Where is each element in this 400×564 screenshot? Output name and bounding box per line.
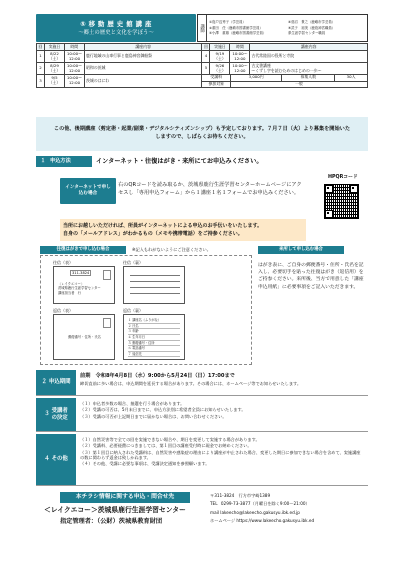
schedule-cell: 10:00〜 12:00	[64, 75, 84, 88]
postcard-tag: 往復はがきで申し込む場合	[40, 246, 126, 254]
contact-tel-row	[210, 500, 370, 508]
section4-line-2: （２）受講料、必要経費につきましては、第１回目の講座受付時に現金でお納めください。	[80, 443, 252, 449]
card-center-name: 〈レイクエコー〉 茨城県鹿行生涯学習センター 講座担当者 行	[58, 282, 101, 295]
stamp-box	[103, 270, 111, 280]
contact-postal: 〒311-3824 行方市宇崎1389	[210, 493, 271, 498]
qr-label: HPQRコード	[328, 175, 358, 180]
schedule-header-cell: 時間	[230, 44, 250, 51]
warning-box	[60, 219, 306, 241]
schedule-header-cell: 実施日	[44, 44, 64, 51]
capacity-value: 30人	[335, 75, 367, 81]
target-label: 参加対象	[202, 81, 230, 87]
tel-label: TEL	[210, 501, 218, 507]
contact-url[interactable]: ホームページ https://www.lakeecho.gakusyu.ibk.ed	[210, 518, 315, 524]
card-back-label: 往信（裏）	[123, 260, 143, 265]
schedule-cell: 8/22 （土）	[44, 51, 64, 63]
section4-line-3: （３）第１回目に納入された受講料は、自然災害や感染症の理由により講座が中止された場合、変更した期日に参加できない場合を含めて、実施講座の数に関わらず返金は致しかねます。	[80, 449, 361, 460]
card-field-item: ２ 氏名	[128, 324, 180, 330]
schedule-cell: 10:00〜 12:00	[64, 63, 84, 75]
postcard-reply-back	[123, 314, 185, 360]
schedule-header-cell: 回	[37, 44, 45, 51]
internet-instructions: 右のQRコードを読み取るか、茨城県鹿行生涯学習センターホームページにアクセスし「専用申込フォーム」から１講座１名１フォームでお申込みください。	[118, 182, 302, 196]
card-field-item: ７ 返信先	[128, 352, 180, 358]
hp-qr-code[interactable]	[324, 184, 359, 219]
schedule-header-cell: 講座内容	[84, 44, 202, 51]
manager-name: 指定管理者：（公財）茨城県教育財団	[60, 518, 163, 525]
warning-line-2: 自身の「メールアドレス」がわかるもの（メモや携帯電話）をご持参ください。	[63, 230, 243, 237]
reply-stamp-box	[103, 318, 111, 328]
table-row	[37, 75, 368, 88]
card-field-list	[124, 315, 184, 360]
section3-line-3: （３）受講の可否が上記期日までに届かない場合は、お問い合わせください。	[80, 413, 227, 419]
capacity-label: 募集人数	[282, 75, 335, 81]
visit-instructions: はがき表に、ご自身の郵便番号・住所・氏名を記入し、必要切手を貼った往復はがき（返信用）をご持参ください。来所後、当方で用意した「講座申込用紙」に必要事項をご記入いただきます。	[258, 263, 364, 290]
section2-period: 前期 令和8年4月8日（水）9:00から5月24日（日）17:00まで	[80, 373, 235, 379]
section2-note: 締切直前に多い場合は、申込期間を延長する場合があります。その場合には、ホームページ等でお知らせいたします。	[80, 380, 302, 386]
contact-details	[210, 492, 370, 526]
schedule-cell: 古代常陸国の役所と寺院	[250, 51, 368, 63]
schedule-cell: 昭和の茨城	[84, 63, 202, 75]
section1-bar	[36, 156, 368, 167]
postcard-diagram	[40, 255, 252, 365]
section4	[36, 434, 368, 486]
card-field-item: ３ 年齢	[128, 329, 180, 335]
card-reply-front-label: 返信（表）	[53, 308, 73, 313]
course-subtitle: 〜郷土の歴史と文化を学ぼう〜	[78, 29, 154, 36]
lecturer-label: 講師	[198, 15, 207, 41]
card-field-item: ５ 郵便番号・住所	[128, 341, 180, 347]
target-value: 一般	[295, 80, 303, 86]
lecturer-entry: 県生涯学習センター職員	[288, 31, 326, 36]
schedule-header-cell: 講座内容	[250, 44, 368, 51]
section2-head: ２ 申込期間	[36, 370, 76, 395]
schedule-cell: 8/29 （土）	[44, 63, 64, 75]
fee-label: 受講料	[202, 75, 230, 81]
schedule-cell: 9/5 （土）	[44, 75, 64, 88]
postcard-reply-front	[53, 314, 115, 360]
section4-line-4: （４）その他、受講に必要な事項は、受講決定通知を参照願います。	[80, 461, 210, 466]
schedule-cell: 茨城のはにわ	[84, 75, 202, 88]
postcard-front	[53, 266, 115, 304]
schedule-cell: 10:00〜 12:00	[230, 51, 250, 63]
course-number: ⑤	[80, 19, 86, 28]
contact-heading: 本チラシ情報に関する申込・問合せ先	[60, 492, 190, 503]
section2-body	[76, 370, 368, 395]
lecturer-box	[197, 14, 368, 42]
lecturer-entry: ①島戸辺秀子（学芸員）	[209, 20, 246, 25]
postcard-back	[123, 266, 185, 304]
lecturer-entry: ⑤武子 裕美（鹿島神宮職員）	[288, 25, 336, 30]
section1-number: １	[40, 158, 46, 165]
section3	[36, 398, 368, 432]
schedule-table	[36, 43, 368, 88]
lecturer-entry: ②重田 任（鹿嶋市図書館学芸員）	[209, 25, 263, 30]
lecturer-entry: ④菅沼 貴之（鹿嶋市学芸員）	[288, 20, 336, 25]
section3-head: ３ 受講者 の決定	[36, 398, 76, 431]
notice-banner	[36, 117, 368, 151]
postal-code-boxes	[70, 270, 91, 276]
schedule-cell: 9/19 （土）	[210, 51, 230, 63]
lecturer-entry: ③小澤 重雄（鹿嶋市図書館学芸員）	[209, 31, 267, 36]
fee-value: 3,000円	[230, 75, 281, 81]
card-field-item: ６ 電話番号	[128, 346, 180, 352]
schedule-cell: 2	[37, 63, 45, 75]
schedule-cell: 鹿行地域の山車行事と鹿島神宮御船祭	[84, 51, 202, 63]
card-postal: 311-3824	[72, 271, 90, 275]
contact-tel[interactable]: 0299-73-3877（月曜日を除く9:00〜21:00）	[220, 501, 310, 507]
schedule-cell: 古文書講座 〜くずし字を読むためのはじめの一歩〜	[250, 63, 368, 75]
course-title: 移 動 歴 史 館 講 座	[88, 19, 152, 28]
postcard-note: ※記入もれがないようにご注意ください。	[132, 247, 211, 252]
card-reply-back-label: 返信（裏）	[123, 308, 143, 313]
section1-heading: インターネット・往復はがき・来所にてお申込みください。	[92, 156, 368, 167]
card-front-label: 往信（表）	[53, 260, 73, 265]
lecturer-list	[207, 15, 367, 41]
schedule-header-cell: 時間	[64, 44, 84, 51]
section4-body	[76, 434, 368, 485]
schedule-cell: 10:00〜 12:00	[64, 51, 84, 63]
card-field-item: ４ 生年月日	[128, 335, 180, 341]
schedule-header-cell: 回	[202, 44, 210, 51]
visit-tag: 来所して申し込む場合	[258, 246, 344, 254]
internet-tag: インターネットで申し込む場合	[60, 178, 116, 204]
contact-mail[interactable]: mail lakeecho@lakeecho.gakusyu.ibk.ed.jp	[210, 509, 300, 515]
warning-line-1: 当所にお越しいただければ、所員がインターネットによる申込のお手伝いをいたします。	[63, 223, 263, 230]
section4-line-1: （１）自然災害等で全ての回を実施できない場合や、期日を変更して実施する場合があります。	[80, 437, 260, 442]
section3-body	[76, 398, 368, 431]
card-field-item: １ 講座名（ふりがな）	[128, 318, 180, 324]
table-row	[37, 63, 368, 75]
fee-block	[202, 75, 368, 88]
section3-line-2: （２）受講の可否は、5月末日までに、申込方法別に希望者全員にお知らせいたします。	[80, 407, 246, 413]
table-row	[37, 51, 368, 63]
section4-head: ４ その他	[36, 434, 76, 485]
section3-line-1: （１）申込者多数の場合、抽選を行う場合があります。	[80, 401, 185, 406]
schedule-cell: 1	[37, 51, 45, 63]
schedule-cell: 4	[202, 51, 210, 63]
center-name: ＜レイクエコー＞茨城県鹿行生涯学習センター	[44, 506, 186, 514]
schedule-header-cell: 実施日	[210, 44, 230, 51]
schedule-cell: 10:00〜 12:00	[230, 63, 250, 75]
schedule-cell: 5	[202, 63, 210, 75]
section1-label: 申込方法	[50, 158, 71, 165]
notice-text: この他、後期講座（剪定術・起業/副業・デジタルシティズンシップ）も予定しております。７月７日（火）より募集を開始いたしますので、しばらくお待ちください。	[53, 126, 351, 140]
schedule-cell: 9/26 （土）	[210, 63, 230, 75]
schedule-cell: 3	[37, 75, 45, 88]
course-title-box	[36, 14, 196, 42]
card-address-block: 郵便番号・住所・氏名	[68, 335, 101, 339]
section2	[36, 370, 368, 396]
